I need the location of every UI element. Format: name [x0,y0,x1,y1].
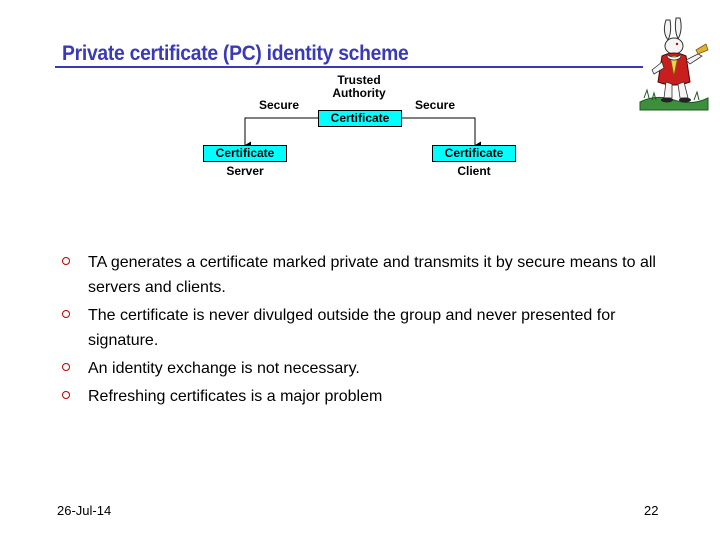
client-label: Client [457,164,491,178]
bullet-text: An identity exchange is not necessary. [88,360,360,377]
bullet-list [62,250,662,412]
server-certificate-box: Certificate [203,145,287,162]
circle-bullet-icon [62,310,70,318]
bullet-text: Refreshing certificates is a major problem [88,388,383,405]
footer-date: 26-Jul-14 [57,503,112,518]
left-secure-label: Secure [259,98,300,112]
secure-link-to-server [245,118,318,145]
secure-link-to-client [402,118,475,145]
bullet-text: The certificate is never divulged outside the group and never presented for signature. [88,307,616,349]
circle-bullet-icon [62,363,70,371]
bullet-item [62,384,662,409]
slide-title: Private certificate (PC) identity scheme [62,42,409,65]
trusted-authority-label [320,74,398,100]
circle-bullet-icon [62,391,70,399]
trusted-authority-line2: Authority [332,86,386,100]
trust-diagram-connectors [0,0,720,200]
bullet-item [62,250,662,300]
client-certificate-box: Certificate [432,145,516,162]
right-secure-label: Secure [415,98,456,112]
bullet-item [62,303,662,353]
bullet-text: TA generates a certificate marked private and transmits it by secure means to all servers and clients. [88,254,656,296]
trusted-authority-line1: Trusted [337,73,381,87]
bullet-item [62,356,662,381]
server-label: Server [226,164,264,178]
footer-page-number: 22 [644,503,659,518]
authority-certificate-box: Certificate [318,110,402,127]
circle-bullet-icon [62,257,70,265]
